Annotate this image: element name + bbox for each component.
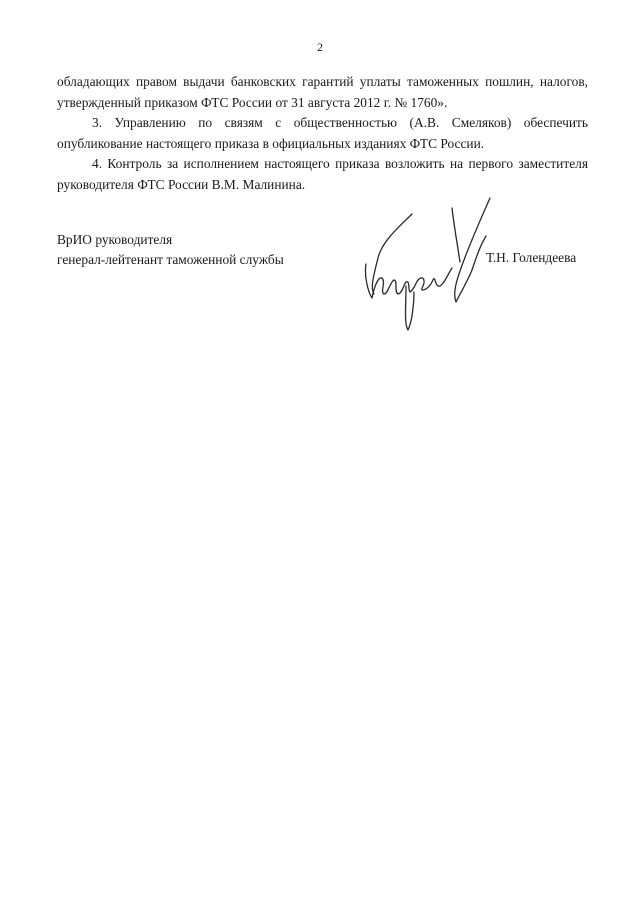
signatory-position: [57, 230, 284, 270]
document-body: [57, 72, 588, 195]
signature-stroke: [452, 208, 460, 262]
position-title: ВрИО руководителя: [57, 232, 173, 247]
signature-strokes: [365, 198, 490, 330]
paragraph-item-4: 4. Контроль за исполнением настоящего приказа возложить на первого заместителя руководителя ФТС России В.М. Малинина.: [57, 156, 588, 192]
signature-stroke: [472, 236, 486, 270]
handwritten-signature: [360, 196, 500, 341]
paragraph-item-3: 3. Управлению по связям с общественностью (А.В. Смеляков) обеспечить опубликование настоящего приказа в официальных изданиях ФТС России.: [57, 115, 588, 151]
position-rank: генерал-лейтенант таможенной службы: [57, 252, 284, 267]
signature-stroke: [418, 268, 452, 290]
signature-stroke: [455, 198, 490, 302]
paragraph-continuation: обладающих правом выдачи банковских гарантий уплаты таможенных пошлин, налогов, утвержденный приказом ФТС России от 31 августа 2012 г. № 1760».: [57, 74, 588, 110]
signer-name: Т.Н. Голендеева: [486, 250, 577, 265]
page-number: 2: [317, 40, 323, 54]
